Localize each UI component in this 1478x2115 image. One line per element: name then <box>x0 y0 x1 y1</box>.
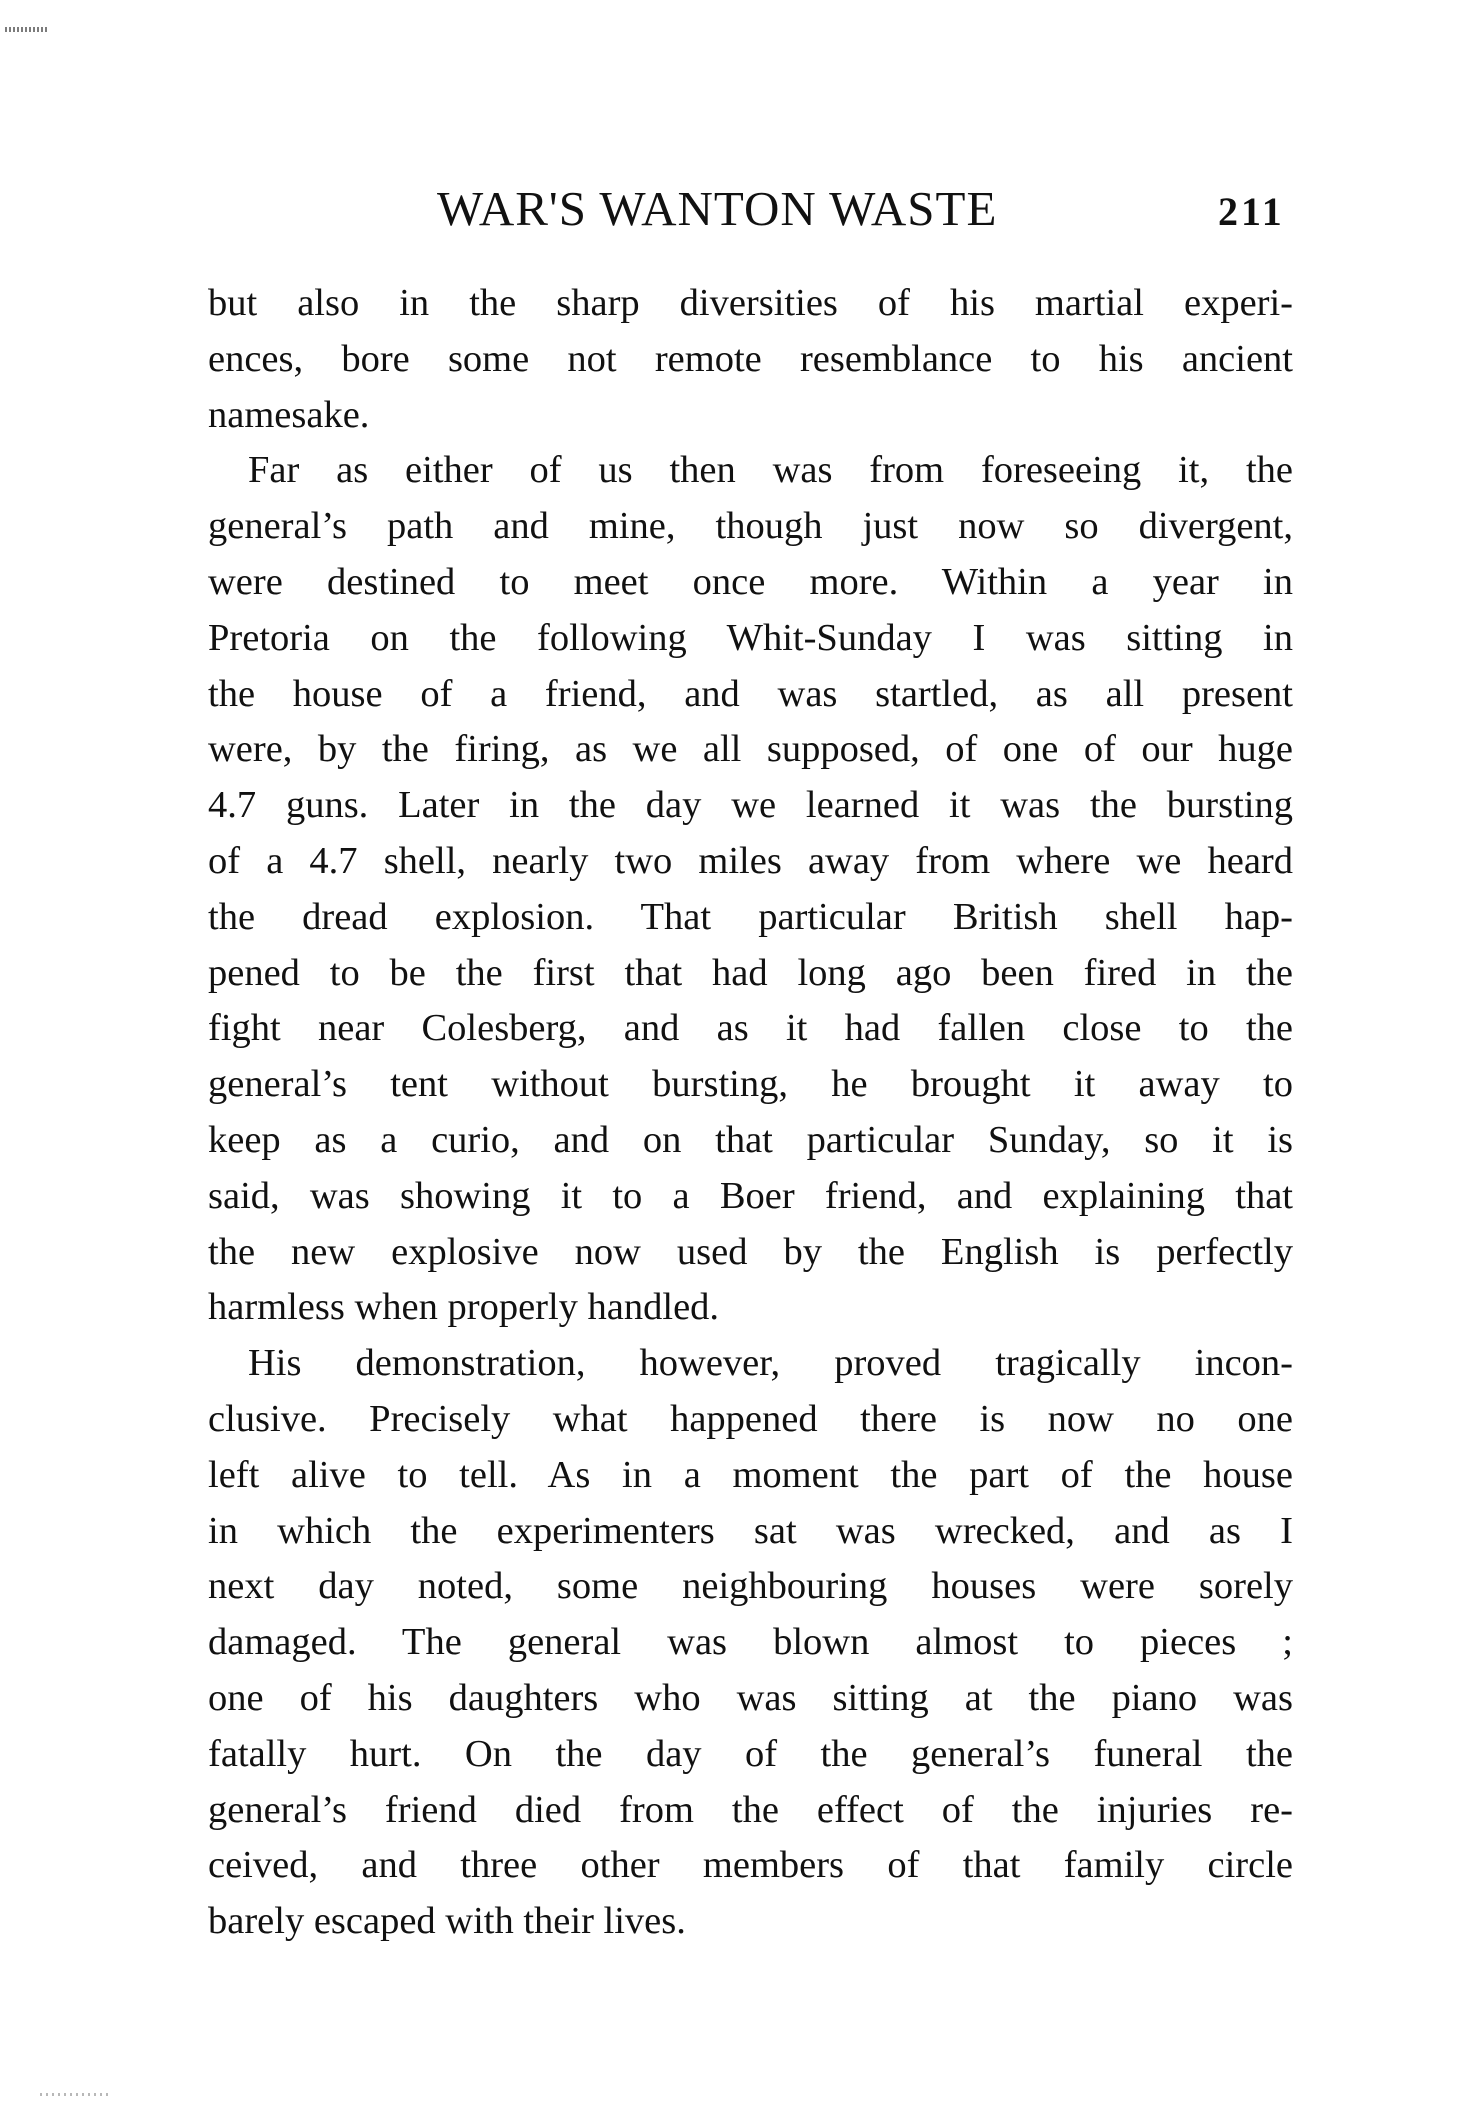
text-line: barely escaped with their lives. <box>208 1900 686 1943</box>
text-line: in which the experimenters sat was wrecked, and as I <box>208 1509 1293 1552</box>
paragraph <box>208 1336 1293 1950</box>
text-line: but also in the sharp diversities of his martial experi- <box>208 282 1293 324</box>
paragraph <box>208 443 1293 1336</box>
text-line: ences, bore some not remote resemblance to his ancient <box>208 337 1293 380</box>
text-line: fight near Colesberg, and as it had fallen close to the <box>208 1007 1293 1050</box>
running-title: WAR'S WANTON WASTE <box>437 181 998 236</box>
text-line: said, was showing it to a Boer friend, and explaining that <box>208 1174 1293 1217</box>
text-line: namesake. <box>208 393 370 436</box>
text-line: left alive to tell. As in a moment the part of the house <box>208 1453 1293 1496</box>
text-line: the house of a friend, and was startled, as all present <box>208 672 1293 715</box>
page-number: 211 <box>1218 189 1285 234</box>
text-line: were, by the firing, as we all supposed, of one of our huge <box>208 728 1293 771</box>
text-line: one of his daughters who was sitting at the piano was <box>208 1676 1293 1719</box>
text-line: next day noted, some neighbouring houses were sorely <box>208 1565 1293 1608</box>
body-text <box>208 276 1293 1950</box>
text-line: clusive. Precisely what happened there is now no one <box>208 1397 1293 1440</box>
text-line: Pretoria on the following Whit-Sunday I was sitting in <box>208 616 1293 659</box>
text-line: 4.7 guns. Later in the day we learned it was the bursting <box>208 784 1293 827</box>
text-line: Far as either of us then was from foreseeing it, the <box>248 449 1293 492</box>
scan-artifact <box>40 2093 110 2096</box>
text-line: harmless when properly handled. <box>208 1286 720 1329</box>
text-line: general’s tent without bursting, he brought it away to <box>208 1063 1293 1106</box>
text-line: of a 4.7 shell, nearly two miles away from where we heard <box>208 839 1293 882</box>
text-line: the dread explosion. That particular British shell hap- <box>208 895 1293 938</box>
text-line: damaged. The general was blown almost to pieces ; <box>208 1621 1293 1664</box>
text-line: the new explosive now used by the English is perfectly <box>208 1230 1293 1273</box>
text-line: His demonstration, however, proved tragically incon- <box>248 1342 1293 1385</box>
paragraph <box>208 276 1293 443</box>
text-line: general’s friend died from the effect of the injuries re- <box>208 1788 1293 1831</box>
scan-artifact <box>5 27 47 32</box>
text-line: general’s path and mine, though just now so divergent, <box>208 505 1293 548</box>
text-line: fatally hurt. On the day of the general’s funeral the <box>208 1732 1293 1775</box>
text-line: keep as a curio, and on that particular Sunday, so it is <box>208 1118 1293 1161</box>
text-line: were destined to meet once more. Within a year in <box>208 560 1293 603</box>
text-line: pened to be the first that had long ago been fired in the <box>208 951 1293 994</box>
text-line: ceived, and three other members of that family circle <box>208 1844 1293 1887</box>
